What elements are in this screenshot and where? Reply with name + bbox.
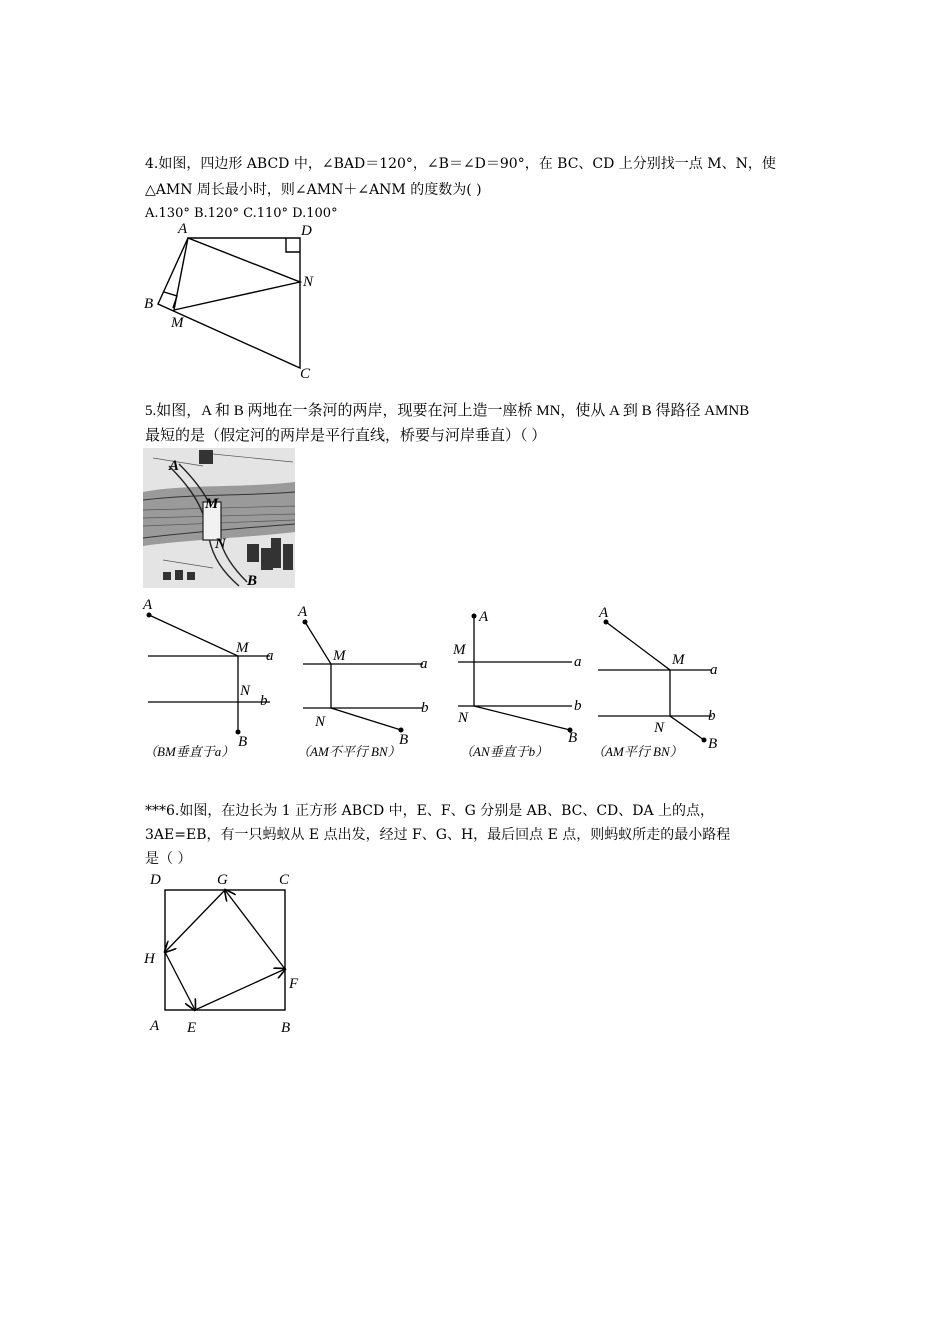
q5-line2: 最短的是（假定河的两岸是平行直线，桥要与河岸垂直）（ ） [145, 428, 547, 444]
q5-opt3-label-a-line: a [574, 654, 582, 670]
q5-photo-label-b: B [247, 573, 258, 589]
q5-river-photo [143, 448, 295, 588]
q5-photo-label-a: A [169, 458, 180, 474]
q5-opt1-label-b-line: b [260, 693, 268, 709]
q5-opt3-label-m: M [453, 642, 466, 658]
q4-label-m: M [171, 315, 184, 331]
q5-option-2-figure [295, 596, 445, 766]
q6-square-figure [140, 866, 320, 1046]
q5-opt3-label-b: B [568, 730, 578, 746]
q5-opt2-label-a-line: a [420, 656, 428, 672]
q5-opt3-label-b-line: b [574, 698, 582, 714]
q5-opt2-caption: （AM不平行 BN） [297, 744, 401, 759]
q5-opt1-label-n: N [240, 683, 251, 699]
q5-opt1-label-b: B [238, 734, 248, 750]
q5-opt1-label-m: M [236, 640, 249, 656]
q5-opt1-label-a-line: a [266, 648, 274, 664]
q5-opt3-label-n: N [458, 710, 469, 726]
q5-photo-label-n: N [215, 536, 226, 552]
q5-opt2-label-a: A [298, 604, 308, 620]
q5-option-4-figure [592, 596, 742, 766]
q5-opt2-label-b-line: b [421, 700, 429, 716]
q5-opt2-label-m: M [333, 648, 346, 664]
q4-label-b: B [144, 296, 154, 312]
q4-label-n: N [303, 274, 314, 290]
q5-opt4-label-b-line: b [708, 708, 716, 724]
q5-opt2-label-b: B [399, 732, 409, 748]
q6-label-a: A [150, 1018, 160, 1034]
q5-opt4-label-n: N [654, 720, 665, 736]
q4-line1: 4.如图，四边形 ABCD 中，∠BAD＝120°，∠B＝∠D＝90°，在 BC、CD 上分别找一点 M、N，使 [145, 156, 776, 172]
q6-line2: 3AE=EB，有一只蚂蚁从 E 点出发，经过 F、G、H，最后回点 E 点，则蚂蚁所走的最小路程 [145, 827, 731, 843]
q4-options: A.130° B.120° C.110° D.100° [145, 206, 338, 221]
q6-label-g: G [217, 872, 228, 888]
q6-label-d: D [150, 872, 161, 888]
q4-line2: △AMN 周长最小时，则∠AMN＋∠ANM 的度数为( ) [145, 182, 482, 198]
q5-photo-label-m: M [205, 496, 219, 512]
q5-opt1-caption: （BM垂直于a） [144, 744, 235, 759]
q5-option-3-figure [450, 596, 590, 766]
q6-label-f: F [289, 976, 299, 992]
q6-label-e: E [187, 1020, 197, 1036]
q6-label-h: H [144, 951, 155, 967]
q5-opt4-label-b: B [708, 736, 718, 752]
q5-opt2-label-n: N [315, 714, 326, 730]
q5-opt4-caption: （AM平行 BN） [592, 744, 683, 759]
q4-quadrilateral-figure [140, 222, 330, 382]
q4-label-c: C [300, 366, 311, 382]
q5-option-1-figure [140, 596, 290, 766]
q5-opt4-label-a-line: a [710, 662, 718, 678]
q4-label-a: A [178, 221, 188, 237]
q6-label-c: C [279, 872, 290, 888]
q6-label-b: B [281, 1020, 291, 1036]
q6-line1: ***6.如图，在边长为 1 正方形 ABCD 中，E、F、G 分别是 AB、BC、CD、DA 上的点， [145, 803, 715, 819]
q4-label-d: D [301, 223, 312, 239]
q5-opt4-label-a: A [599, 605, 609, 621]
q5-opt1-label-a: A [143, 597, 153, 613]
q6-line3: 是（ ） [145, 851, 192, 867]
q5-opt3-label-a: A [479, 609, 489, 625]
q5-line1: 5.如图，A 和 B 两地在一条河的两岸，现要在河上造一座桥 MN，使从 A 到 B 得路径 AMNB [145, 403, 750, 419]
q5-opt3-caption: （AN垂直于b） [460, 744, 549, 759]
q5-opt4-label-m: M [672, 652, 685, 668]
